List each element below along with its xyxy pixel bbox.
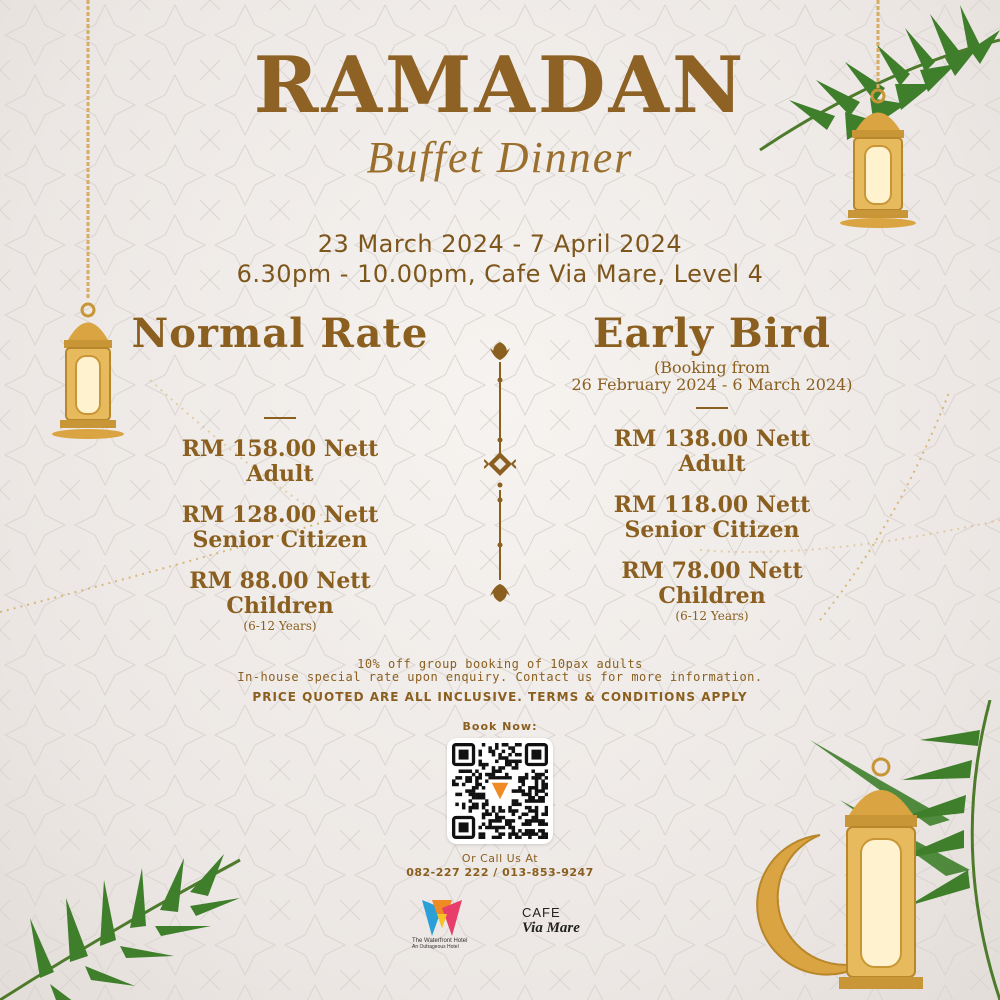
qr-code[interactable] bbox=[447, 738, 553, 844]
price-item bbox=[532, 559, 892, 623]
price-value: RM 118.00 Nett bbox=[613, 492, 811, 518]
early-bird-column bbox=[532, 310, 892, 623]
price-label: Adult bbox=[678, 451, 746, 477]
price-value: RM 88.00 Nett bbox=[189, 568, 371, 594]
waterfront-logo-icon bbox=[420, 898, 464, 938]
normal-rate-column bbox=[100, 310, 460, 633]
cafe-name: Via Mare bbox=[522, 920, 580, 936]
call-us-label: Or Call Us At bbox=[461, 852, 539, 865]
price-item bbox=[100, 569, 460, 633]
book-now-label: Book Now: bbox=[462, 720, 538, 733]
hotel-tagline: An Outrageous Hotel bbox=[412, 944, 459, 950]
price-note: (6-12 Years) bbox=[243, 619, 317, 633]
price-value: RM 78.00 Nett bbox=[621, 558, 803, 584]
event-dates: 23 March 2024 - 7 April 2024 bbox=[317, 230, 683, 258]
price-label: Senior Citizen bbox=[624, 517, 800, 543]
price-label: Children bbox=[658, 583, 766, 609]
cafe-word: CAFE bbox=[522, 905, 561, 920]
page-title: RAMADAN bbox=[253, 40, 747, 131]
qr-code-image bbox=[452, 743, 548, 839]
early-bird-title: Early Bird bbox=[593, 310, 831, 357]
hotel-logo bbox=[412, 898, 492, 950]
inhouse-offer-text: In-house special rate upon enquiry. Contact us for more information. bbox=[237, 670, 763, 684]
price-label: Children bbox=[226, 593, 334, 619]
price-value: RM 138.00 Nett bbox=[613, 426, 811, 452]
price-label: Adult bbox=[246, 461, 314, 487]
page-subtitle: Buffet Dinner bbox=[366, 133, 634, 182]
cafe-logo bbox=[522, 905, 580, 937]
price-item bbox=[100, 503, 460, 553]
price-value: RM 128.00 Nett bbox=[181, 502, 379, 528]
normal-rate-title: Normal Rate bbox=[131, 310, 429, 357]
price-item bbox=[532, 493, 892, 543]
price-value: RM 158.00 Nett bbox=[181, 436, 379, 462]
price-item bbox=[100, 437, 460, 487]
price-item bbox=[532, 427, 892, 477]
terms-text: PRICE QUOTED ARE ALL INCLUSIVE. TERMS & CONDITIONS APPLY bbox=[252, 690, 748, 704]
event-time-venue: 6.30pm - 10.00pm, Cafe Via Mare, Level 4 bbox=[236, 260, 764, 288]
early-bird-booking-line: (Booking from bbox=[653, 358, 771, 377]
early-bird-booking-period: 26 February 2024 - 6 March 2024) bbox=[571, 375, 853, 394]
ornament-divider-icon bbox=[484, 340, 516, 605]
palm-leaf-icon bbox=[0, 800, 250, 1000]
price-label: Senior Citizen bbox=[192, 527, 368, 553]
price-note: (6-12 Years) bbox=[675, 609, 749, 623]
phone-numbers[interactable]: 082-227 222 / 013-853-9247 bbox=[406, 866, 594, 879]
hotel-name: The Waterfront Hotel bbox=[412, 938, 468, 944]
group-offer-text: 10% off group booking of 10pax adults bbox=[357, 657, 643, 671]
